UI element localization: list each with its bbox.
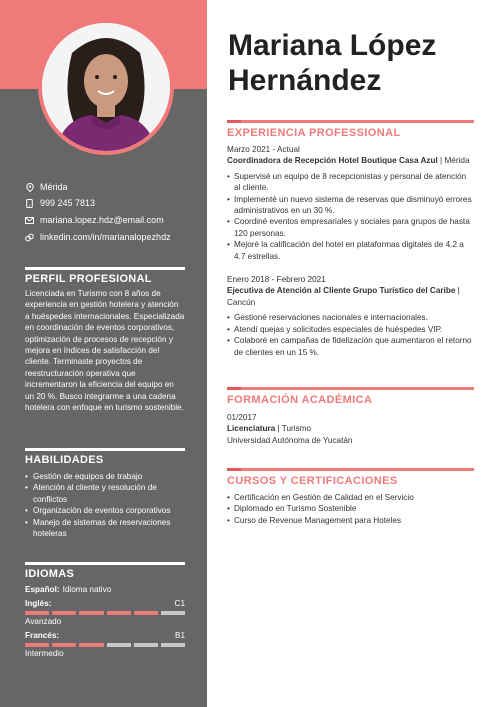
education-field: Turismo: [281, 424, 312, 434]
location-pin-icon: [25, 183, 34, 192]
education-degree: Licenciatura: [227, 424, 276, 434]
skills-title: HABILIDADES: [25, 454, 104, 466]
level-segment: [161, 611, 185, 615]
portrait-image: [42, 23, 170, 151]
level-segment: [107, 611, 131, 615]
candidate-name: [228, 28, 488, 98]
location-text: Mérida: [40, 182, 68, 192]
section-divider: [25, 562, 185, 565]
language-code: C1: [174, 599, 185, 608]
name-line-2: Hernández: [228, 64, 382, 97]
language-code: B1: [174, 631, 185, 640]
skill-item: • Manejo de sistemas de reservaciones hoteleras: [25, 517, 185, 540]
level-segment: [52, 643, 76, 647]
section-divider: [227, 468, 474, 471]
job-bullet: • Implementé un nuevo sistema de reservas que disminuyó errores administrativos en un 30 %.: [227, 194, 474, 217]
native-language-value: Idioma nativo: [62, 585, 112, 594]
skill-item: • Gestión de equipos de trabajo: [25, 471, 185, 482]
name-line-1: Mariana López: [228, 29, 437, 62]
profile-title: PERFIL PROFESIONAL: [25, 273, 152, 285]
contact-linkedin: [25, 230, 171, 244]
native-language-label: Español:: [25, 585, 60, 594]
level-segment: [134, 643, 158, 647]
contact-phone: [25, 196, 95, 210]
language-name: Inglés:: [25, 599, 52, 608]
job-dates: Enero 2018 - Febrero 2021: [227, 275, 326, 285]
job-bullet: • Colaboré en campañas de fidelización que aumentaron el retorno de clientes en un 15 %.: [227, 335, 474, 358]
profile-text: Licenciada en Turismo con 8 años de experiencia en gestión hotelera y atención a huéspedes internacionales. Especializada en coordinación de eventos corporativos, optimización de procesos de recepción y mejora en índices de satisfacción del cliente. Terminaste proyectos de reestructuración operativa que incrementaron la eficiencia del equipo en un 20 %. Busco integrarme a una cadena hotelera con enfoque en turismo sostenible.: [25, 289, 185, 413]
section-divider: [25, 267, 185, 270]
level-segment: [25, 643, 49, 647]
email-text[interactable]: mariana.lopez.hdz@email.com: [40, 215, 164, 225]
linkedin-text[interactable]: linkedin.com/in/marianalopezhdz: [40, 232, 171, 242]
level-segment: [79, 611, 103, 615]
job-bullet: • Supervisé un equipo de 8 recepcionistas y personal de atención al cliente.: [227, 171, 474, 194]
section-divider: [227, 120, 474, 123]
education-date: 01/2017: [227, 413, 257, 422]
phone-text[interactable]: 999 245 7813: [40, 198, 96, 208]
skill-item: • Organización de eventos corporativos: [25, 505, 185, 516]
job-bullet: • Atendí quejas y solicitudes especiales de huéspedes VIP.: [227, 324, 474, 335]
experience-section: [227, 120, 474, 358]
level-segment: [161, 643, 185, 647]
job-bullet: • Mejoré la calificación del hotel en plataformas digitales de 4.2 a 4.7 estrellas.: [227, 239, 474, 262]
language-level: Avanzado: [25, 617, 62, 626]
profile-section: [25, 267, 185, 413]
level-segment: [52, 611, 76, 615]
languages-section: [25, 562, 185, 658]
skills-section: [25, 448, 185, 539]
level-segment: [25, 611, 49, 615]
courses-title: CURSOS Y CERTIFICACIONES: [227, 475, 398, 487]
education-school: Universidad Autónoma de Yucatán: [227, 435, 353, 445]
job-dates: Marzo 2021 - Actual: [227, 145, 300, 154]
language-level-bar: [25, 611, 185, 615]
language-level-bar: [25, 643, 185, 647]
contact-email: [25, 213, 164, 227]
course-item: • Diplomado en Turismo Sostenible: [227, 503, 474, 514]
job-role: Coordinadora de Recepción Hotel Boutique Casa Azul: [227, 156, 438, 166]
job-place: Cancún: [227, 297, 256, 307]
language-level: Intermedio: [25, 649, 64, 658]
level-segment: [134, 611, 158, 615]
profile-photo: [38, 19, 174, 155]
job-bullet: • Coordiné eventos empresariales y sociales para grupos de hasta 120 personas.: [227, 216, 474, 239]
phone-icon: [25, 199, 34, 208]
courses-section: [227, 468, 474, 526]
course-item: • Certificación en Gestión de Calidad en el Servicio: [227, 492, 474, 503]
level-segment: [107, 643, 131, 647]
job-entry: Enero 2018 - Febrero 2021 Ejecutiva de Atención al Cliente Grupo Turístico del Caribe | Cancún • Gestioné reservaciones nacionales e internacionales. • Atendí quejas y solicitudes especiales de huéspedes VIP. • Colaboré en campañas de fidelización que aumentaron el retorno de clientes en un 15 %.: [227, 274, 474, 358]
language-name: Francés:: [25, 631, 60, 640]
skill-item: • Atención al cliente y resolución de conflictos: [25, 482, 185, 505]
languages-title: IDIOMAS: [25, 568, 75, 580]
link-icon: [25, 233, 34, 242]
job-entry: Marzo 2021 - Actual Coordinadora de Recepción Hotel Boutique Casa Azul | Mérida • Supervisé un equipo de 8 recepcionistas y personal de atención al cliente. • Implementé un nuevo sistema de reservas que disminuyó errores administrativos en un 30 %. • Coordiné eventos empresariales y sociales para grupos de hasta 120 personas. • Mejoré la calificación del hotel en plataformas digitales de 4.2 a 4.7 estrellas.: [227, 144, 474, 262]
email-icon: [25, 216, 34, 225]
level-segment: [79, 643, 103, 647]
course-item: • Curso de Revenue Management para Hoteles: [227, 515, 474, 526]
job-bullet: • Gestioné reservaciones nacionales e internacionales.: [227, 312, 474, 323]
section-divider: [25, 448, 185, 451]
education-section: FORMACIÓN ACADÉMICA 01/2017 Licenciatura | Turismo Universidad Autónoma de Yucatán: [227, 387, 474, 446]
job-role: Ejecutiva de Atención al Cliente Grupo Turístico del Caribe: [227, 286, 456, 296]
experience-title: EXPERIENCIA PROFESSIONAL: [227, 127, 401, 139]
section-divider: [227, 387, 474, 390]
contact-location: [25, 180, 68, 194]
job-place: Mérida: [444, 156, 470, 166]
education-title: FORMACIÓN ACADÉMICA: [227, 394, 373, 406]
